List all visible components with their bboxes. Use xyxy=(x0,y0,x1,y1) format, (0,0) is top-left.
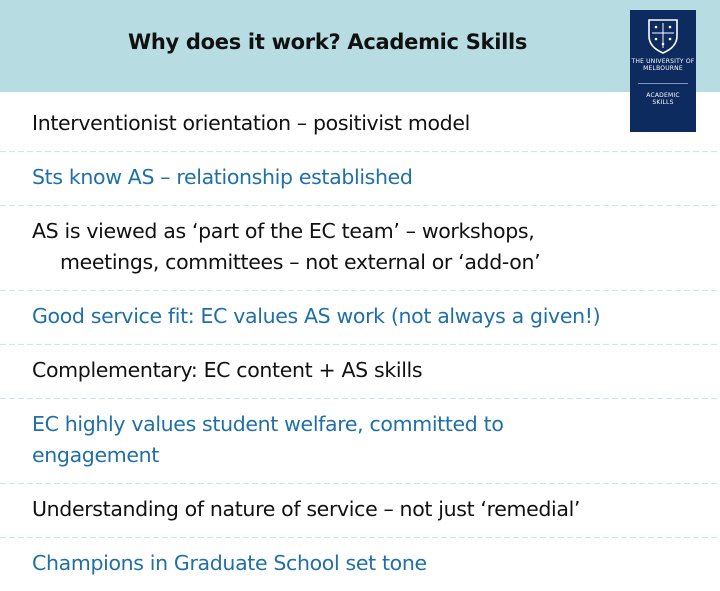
logo-divider xyxy=(638,83,688,84)
divider xyxy=(0,398,720,399)
bullet-item: Complementary: EC content + AS skills xyxy=(32,358,423,382)
bullet-item: Sts know AS – relationship established xyxy=(32,165,413,189)
bullet-item: EC highly values student welfare, committed to engagement xyxy=(32,412,504,467)
unit-name: ACADEMIC SKILLS xyxy=(646,92,680,106)
divider xyxy=(0,483,720,484)
title-banner xyxy=(0,0,720,92)
bullet-item: Interventionist orientation – positivist model xyxy=(32,111,470,135)
bullet-item: Champions in Graduate School set tone xyxy=(32,551,427,575)
divider xyxy=(0,537,720,538)
divider xyxy=(0,151,720,152)
bullet-item: AS is viewed as ‘part of the EC team’ – workshops, meetings, committees – not external or ‘add-on’ xyxy=(32,219,541,274)
divider xyxy=(0,290,720,291)
crest-icon xyxy=(647,18,679,54)
bullet-list xyxy=(32,108,712,591)
bullet-item: Good service fit: EC values AS work (not always a given!) xyxy=(32,304,601,328)
divider xyxy=(0,344,720,345)
divider xyxy=(0,205,720,206)
university-name: THE UNIVERSITY OF MELBOURNE xyxy=(631,58,695,72)
bullet-item: Understanding of nature of service – not just ‘remedial’ xyxy=(32,497,581,521)
slide-title: Why does it work? Academic Skills xyxy=(128,30,528,54)
